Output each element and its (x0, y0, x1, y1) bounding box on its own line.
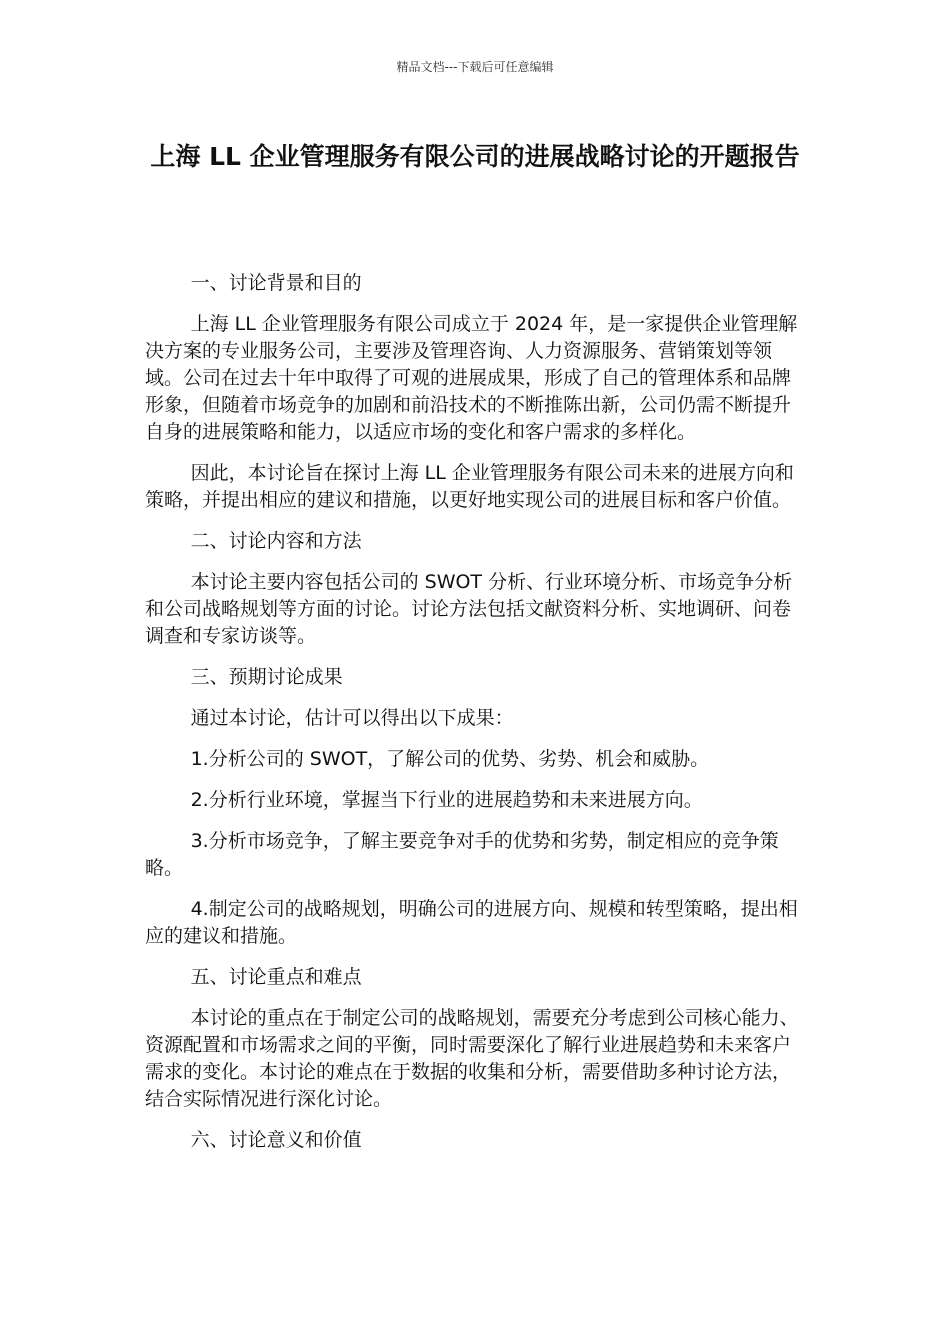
list-item: 3.分析市场竞争，了解主要竞争对手的优势和劣势，制定相应的竞争策略。 (145, 830, 779, 879)
paragraph-content-method: 本讨论主要内容包括公司的 SWOT 分析、行业环境分析、市场竞争分析和公司战略规划等方面的讨论。讨论方法包括文献资料分析、实地调研、问卷调查和专家访谈等。 (145, 571, 793, 647)
document-title: 上海 LL 企业管理服务有限公司的进展战略讨论的开题报告 (150, 142, 800, 171)
section-heading-significance: 六、讨论意义和价值 (190, 1129, 362, 1151)
paragraph-focus-difficulty: 本讨论的重点在于制定公司的战略规划，需要充分考虑到公司核心能力、资源配置和市场需求之间的平衡，同时需要深化了解行业进展趋势和未来客户需求的变化。本讨论的难点在于数据的收集和分析，需要借助多种讨论方法，结合实际情况进行深化讨论。 (145, 1007, 799, 1110)
section-heading-focus-difficulty: 五、讨论重点和难点 (190, 966, 362, 988)
header-note: 精品文档---下载后可任意编辑 (396, 60, 554, 74)
section-heading-content-method: 二、讨论内容和方法 (190, 530, 362, 552)
paragraph-background-2: 因此，本讨论旨在探讨上海 LL 企业管理服务有限公司未来的进展方向和策略，并提出相应的建议和措施，以更好地实现公司的进展目标和客户价值。 (145, 462, 794, 511)
document-body (145, 270, 805, 1168)
section-heading-background: 一、讨论背景和目的 (190, 272, 362, 294)
paragraph-expected-intro: 通过本讨论，估计可以得出以下成果： (190, 707, 514, 729)
section-heading-expected-results: 三、预期讨论成果 (190, 666, 343, 688)
list-item: 2.分析行业环境，掌握当下行业的进展趋势和未来进展方向。 (190, 789, 703, 811)
list-item: 1.分析公司的 SWOT，了解公司的优势、劣势、机会和威胁。 (190, 748, 710, 770)
paragraph-background-1: 上海 LL 企业管理服务有限公司成立于 2024 年，是一家提供企业管理解决方案的专业服务公司，主要涉及管理咨询、人力资源服务、营销策划等领域。公司在过去十年中取得了可观的进展成果，形成了自己的管理体系和品牌形象，但随着市场竞争的加剧和前沿技术的不断推陈出新，公司仍需不断提升自身的进展策略和能力，以适应市场的变化和客户需求的多样化。 (145, 313, 798, 443)
list-item: 4.制定公司的战略规划，明确公司的进展方向、规模和转型策略，提出相应的建议和措施。 (145, 898, 798, 947)
